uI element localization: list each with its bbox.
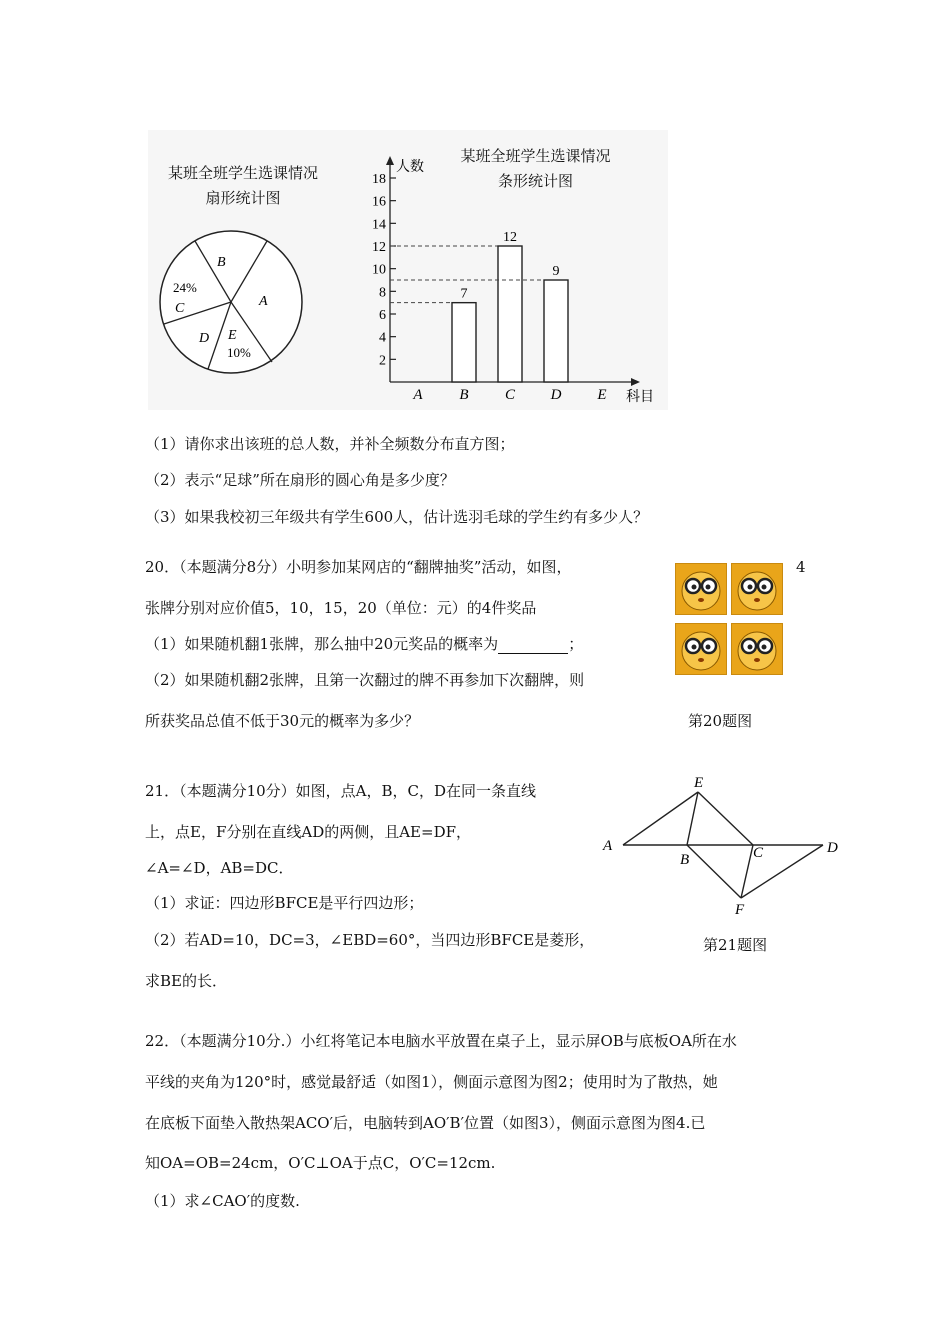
- x-tick-label-B: B: [459, 387, 469, 403]
- q21-line1: 21．（本题满分10分）如图，点A，B，C，D在同一条直线: [145, 782, 537, 800]
- card-4: [731, 623, 783, 675]
- q20-line2: 张牌分别对应价值5，10，15，20（单位：元）的4件奖品: [145, 599, 537, 617]
- q20-line3: [145, 634, 583, 654]
- pie-chart-title-line1: 某班全班学生选课情况: [167, 164, 318, 182]
- q20-line3-end: ；: [568, 635, 584, 653]
- y-tick-label-8: 8: [379, 285, 386, 301]
- point-label-d: D: [827, 840, 838, 856]
- card-grid-figure: [675, 563, 785, 678]
- x-axis-label: 科目: [626, 389, 654, 405]
- bar-chart-title-line2: 条形统计图: [497, 172, 573, 190]
- card-2: [731, 563, 783, 615]
- q20-line5: 所获奖品总值不低于30元的概率为多少？: [145, 712, 420, 730]
- face-with-glasses-icon: [676, 624, 726, 674]
- face-with-glasses-icon: [732, 564, 782, 614]
- q21-geometry-figure: [595, 768, 855, 918]
- point-label-b: B: [680, 852, 690, 868]
- pie-label-c: C: [175, 301, 185, 316]
- x-tick-label-E: E: [597, 387, 607, 403]
- q21-line3: ∠A=∠D，AB=DC．: [145, 859, 294, 877]
- x-tick-label-D: D: [550, 387, 562, 403]
- segment-ae: [623, 792, 698, 845]
- q21-figure-caption: 第21题图: [703, 936, 768, 954]
- y-tick-label-12: 12: [372, 240, 386, 255]
- pie-chart: [155, 225, 310, 380]
- q20-line3-text: （1）如果随机翻1张牌，那么抽中20元奖品的概率为: [145, 635, 499, 653]
- segment-ec: [698, 792, 753, 845]
- q22-line1: 22．（本题满分10分.）小红将笔记本电脑水平放置在桌子上，显示屏OB与底板OA所在水: [145, 1032, 737, 1050]
- bar-D: [544, 280, 568, 382]
- pie-pct-e: 10%: [227, 345, 251, 360]
- y-tick-label-18: 18: [372, 172, 386, 187]
- bar-C: [498, 246, 522, 382]
- face-with-glasses-icon: [732, 624, 782, 674]
- bar-chart-title-line1: 某班全班学生选课情况: [460, 147, 611, 165]
- q21-line2: 上，点E，F分别在直线AD的两侧，且AE=DF，: [145, 823, 472, 841]
- q22-line2: 平线的夹角为120°时，感觉最舒适（如图1），侧面示意图为图2；使用时为了散热，她: [145, 1073, 718, 1091]
- pie-chart-title-line2: 扇形统计图: [205, 189, 281, 207]
- q20-figure-caption: 第20题图: [688, 712, 753, 730]
- segment-be: [687, 792, 698, 845]
- q22-line4: 知OA=OB=24cm，O′C⊥OA于点C，O′C=12cm.: [145, 1154, 496, 1172]
- pie-label-b: B: [217, 255, 226, 270]
- point-label-a: A: [603, 838, 613, 854]
- pie-pct-c: 24%: [173, 280, 197, 295]
- bar-value-label-B: 7: [460, 286, 468, 302]
- y-tick-label-16: 16: [372, 194, 386, 210]
- q20-line1-tail: 4: [796, 558, 806, 576]
- bar-chart: [350, 150, 670, 410]
- answer-blank: [498, 639, 568, 654]
- y-tick-label-6: 6: [379, 308, 386, 323]
- pie-label-d: D: [199, 331, 210, 346]
- y-tick-label-14: 14: [372, 217, 386, 233]
- segment-cf: [741, 845, 753, 898]
- y-tick-label-10: 10: [372, 262, 386, 278]
- pie-label-e: E: [228, 328, 237, 343]
- q22-line3: 在底板下面垫入散热架ACO′后，电脑转到AO′B′位置（如图3），侧面示意图为图4.已: [145, 1114, 706, 1132]
- point-label-c: C: [753, 845, 764, 861]
- segment-bf: [687, 845, 741, 898]
- y-axis-arrow: [386, 156, 394, 165]
- y-axis-label: 人数: [396, 159, 424, 175]
- bar-value-label-D: 9: [552, 264, 560, 279]
- q19-part2: （2）表示“足球”所在扇形的圆心角是多少度？: [145, 471, 455, 489]
- q19-part3: （3）如果我校初三年级共有学生600人，估计选羽毛球的学生约有多少人？: [145, 508, 649, 526]
- x-tick-label-C: C: [504, 387, 516, 403]
- pie-label-a: A: [259, 294, 268, 309]
- q21-line4: （1）求证：四边形BFCE是平行四边形；: [145, 894, 424, 912]
- card-3: [675, 623, 727, 675]
- bar-B: [452, 303, 476, 382]
- point-label-f: F: [735, 902, 745, 918]
- q19-part1: （1）请你求出该班的总人数，并补全频数分布直方图；: [145, 435, 515, 453]
- bar-value-label-C: 12: [503, 230, 517, 245]
- x-tick-label-A: A: [413, 387, 423, 403]
- face-with-glasses-icon: [676, 564, 726, 614]
- bar-chart-marks: [372, 172, 607, 403]
- q20-line4: （2）如果随机翻2张牌，且第一次翻过的牌不再参加下次翻牌，则: [145, 671, 585, 689]
- q22-line5: （1）求∠CAO′的度数.: [145, 1192, 300, 1210]
- point-label-e: E: [694, 775, 704, 791]
- q20-line1: 20．（本题满分8分）小明参加某网店的“翻牌抽奖”活动，如图，: [145, 558, 572, 576]
- q21-line5: （2）若AD=10，DC=3，∠EBD=60°，当四边形BFCE是菱形，: [145, 931, 595, 949]
- q21-line6: 求BE的长．: [145, 972, 227, 990]
- x-axis-arrow: [631, 378, 640, 386]
- y-tick-label-2: 2: [379, 353, 386, 369]
- y-tick-label-4: 4: [379, 330, 386, 346]
- card-1: [675, 563, 727, 615]
